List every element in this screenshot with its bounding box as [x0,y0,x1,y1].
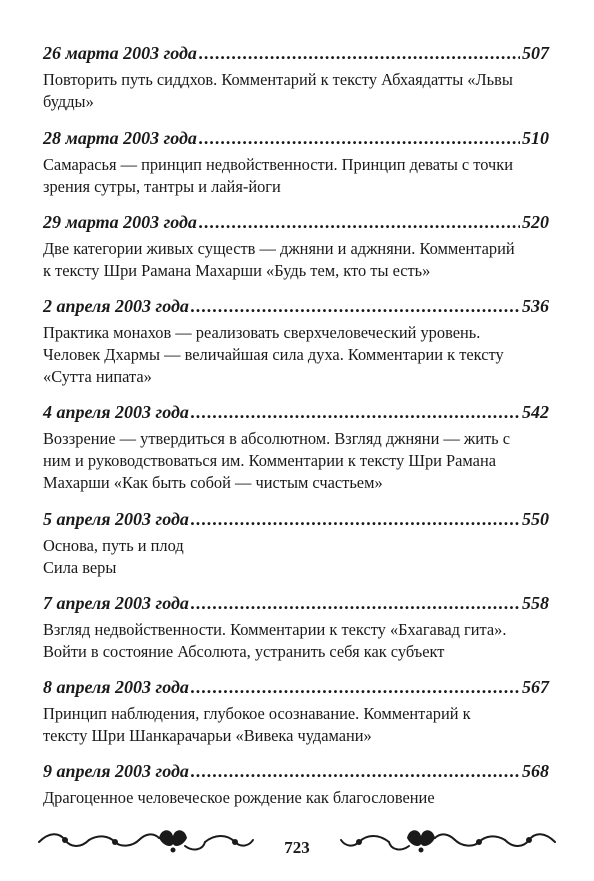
floral-ornament-icon [339,824,559,856]
leader-dots [191,676,520,698]
description-line: Две категории живых существ — джняни и аджняни. Комментарий [43,239,515,258]
entry-description [43,69,549,113]
description-line: Принцип наблюдения, глубокое осознавание. Комментарий к [43,704,471,723]
entry-date: 5 апреля 2003 года [43,509,189,529]
leader-dots [191,592,520,614]
description-line: к тексту Шри Рамана Махарши «Будь тем, кто ты есть» [43,261,431,280]
page-footer [35,818,559,858]
description-line: «Сутта нипата» [43,367,152,386]
description-line: Практика монахов — реализовать сверхчеловеческий уровень. [43,323,481,342]
entry-page-number: 558 [522,593,549,613]
leader-dots [199,127,520,149]
description-line: Махарши «Как быть собой — чистым счастьем» [43,473,383,492]
toc-entry [43,676,549,747]
leader-dots [191,295,520,317]
description-line: Воззрение — утвердиться в абсолютном. Взгляд джняни — жить с [43,429,511,448]
description-line: Сила веры [43,558,117,577]
entry-heading [43,42,549,64]
description-line: Войти в состояние Абсолюта, устранить себя как субъект [43,642,445,661]
description-line: Человек Дхармы — величайшая сила духа. Комментарии к тексту [43,345,504,364]
toc-entry [43,295,549,388]
description-line: Повторить путь сиддхов. Комментарий к тексту Абхаядатты «Львы [43,70,513,89]
entry-date: 8 апреля 2003 года [43,677,189,697]
toc-entry [43,211,549,282]
entry-heading [43,760,549,782]
entry-page-number: 520 [522,212,549,232]
entry-date: 29 марта 2003 года [43,212,197,232]
entry-description [43,322,549,388]
entry-date: 28 марта 2003 года [43,128,197,148]
leader-dots [191,760,520,782]
entry-page-number: 507 [522,43,549,63]
entry-page-number: 536 [522,296,549,316]
description-line: Драгоценное человеческое рождение как благословение [43,788,435,807]
toc-entry [43,508,549,579]
description-line: ним и руководствоваться им. Комментарии к тексту Шри Рамана [43,451,496,470]
entry-page-number: 550 [522,509,549,529]
toc-entry [43,401,549,494]
leader-dots [199,211,520,233]
entry-date: 26 марта 2003 года [43,43,197,63]
entry-heading [43,295,549,317]
entry-heading [43,592,549,614]
entry-description [43,787,549,809]
entry-description [43,535,549,579]
toc-entry [43,42,549,113]
toc-entry [43,592,549,663]
entry-date: 4 апреля 2003 года [43,402,189,422]
description-line: Основа, путь и плод [43,536,184,555]
entry-heading [43,508,549,530]
entry-date: 2 апреля 2003 года [43,296,189,316]
entry-description [43,619,549,663]
leader-dots [191,508,520,530]
toc-entry [43,127,549,198]
entry-date: 7 апреля 2003 года [43,593,189,613]
leader-dots [191,401,520,423]
entry-description [43,154,549,198]
entry-heading [43,127,549,149]
entry-description [43,238,549,282]
entry-heading [43,676,549,698]
description-line: Взгляд недвойственности. Комментарии к тексту «Бхагавад гита». [43,620,507,639]
entry-page-number: 510 [522,128,549,148]
entry-page-number: 542 [522,402,549,422]
description-line: Самарасья — принцип недвойственности. Принцип деваты с точки [43,155,513,174]
page-number: 723 [284,838,310,857]
entry-page-number: 568 [522,761,549,781]
entry-date: 9 апреля 2003 года [43,761,189,781]
entry-description [43,428,549,494]
entry-description [43,703,549,747]
entry-page-number: 567 [522,677,549,697]
description-line: тексту Шри Шанкарачарьи «Вивека чудамани» [43,726,372,745]
description-line: будды» [43,92,94,111]
leader-dots [199,42,520,64]
entry-heading [43,211,549,233]
toc-entry [43,760,549,809]
description-line: зрения сутры, тантры и лайя-йоги [43,177,281,196]
entry-heading [43,401,549,423]
